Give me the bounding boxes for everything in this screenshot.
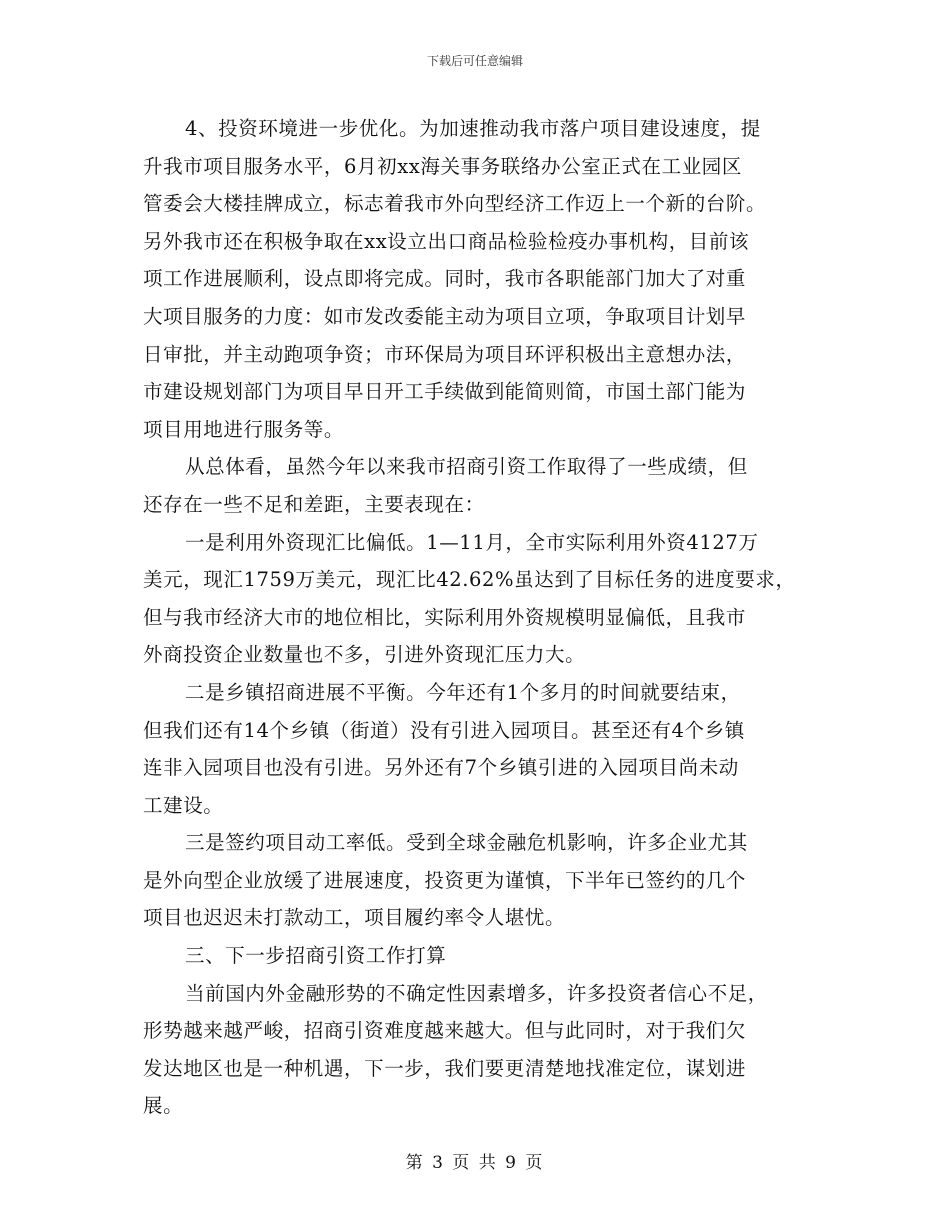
text-line: 连非入园项目也没有引进。另外还有7个乡镇引进的入园项目尚未动 bbox=[143, 756, 739, 780]
text-line: 日审批，并主动跑项争资；市环保局为项目环评积极出主意想办法， bbox=[143, 342, 747, 366]
text-line: 还存在一些不足和差距，主要表现在： bbox=[143, 492, 485, 516]
text-line: 项目也迟迟未打款动工，项目履约率令人堪忧。 bbox=[143, 906, 566, 930]
text-line: 但我们还有14个乡镇（街道）没有引进入园项目。甚至还有4个乡镇 bbox=[143, 718, 745, 742]
text-line: 管委会大楼挂牌成立，标志着我市外向型经济工作迈上一个新的台阶。 bbox=[143, 192, 767, 216]
text-line: 大项目服务的力度：如市发改委能主动为项目立项，争取项目计划早 bbox=[143, 304, 747, 328]
text-line: 工建设。 bbox=[143, 793, 224, 817]
text-line: 形势越来越严峻，招商引资难度越来越大。但与此同时，对于我们欠 bbox=[143, 1019, 747, 1043]
text-line: 一是利用外资现汇比偏低。1—11月，全市实际利用外资4127万 bbox=[185, 530, 759, 554]
text-line: 4、投资环境进一步优化。为加速推动我市落户项目建设速度，提 bbox=[185, 117, 761, 140]
text-line: 是外向型企业放缓了进展速度，投资更为谨慎，下半年已签约的几个 bbox=[143, 868, 747, 892]
text-line: 三是签约项目动工率低。受到全球金融危机影响，许多企业尤其 bbox=[185, 831, 748, 855]
text-line: 发达地区也是一种机遇，下一步，我们要更清楚地找准定位，谋划进 bbox=[143, 1056, 747, 1080]
page-header: 下载后可任意编辑 bbox=[426, 54, 523, 68]
text-line: 项目用地进行服务等。 bbox=[143, 417, 345, 441]
document-body bbox=[143, 110, 813, 1125]
text-line: 从总体看，虽然今年以来我市招商引资工作取得了一些成绩，但 bbox=[185, 455, 748, 479]
text-line: 三、下一步招商引资工作打算 bbox=[185, 944, 447, 968]
text-line: 但与我市经济大市的地位相比，实际利用外资规模明显偏低，且我市 bbox=[143, 605, 747, 629]
text-line: 二是乡镇招商进展不平衡。今年还有1个多月的时间就要结束， bbox=[185, 680, 741, 704]
text-line: 项工作进展顺利，设点即将完成。同时，我市各职能部门加大了对重 bbox=[143, 267, 747, 291]
text-line: 当前国内外金融形势的不确定性因素增多，许多投资者信心不足， bbox=[185, 981, 768, 1005]
text-line: 另外我市还在积极争取在xx设立出口商品检验检疫办事机构，目前该 bbox=[143, 229, 750, 253]
text-line: 展。 bbox=[143, 1094, 184, 1118]
page-number-footer: 第 3 页 共 9 页 bbox=[405, 1153, 545, 1173]
text-line: 升我市项目服务水平，6月初xx海关事务联络办公室正式在工业园区 bbox=[143, 154, 743, 178]
text-line: 市建设规划部门为项目早日开工手续做到能简则简，市国土部门能为 bbox=[143, 380, 747, 404]
text-line: 美元，现汇1759万美元，现汇比42.62%虽达到了目标任务的进度要求， bbox=[143, 568, 796, 592]
text-line: 外商投资企业数量也不多，引进外资现汇压力大。 bbox=[143, 643, 586, 667]
